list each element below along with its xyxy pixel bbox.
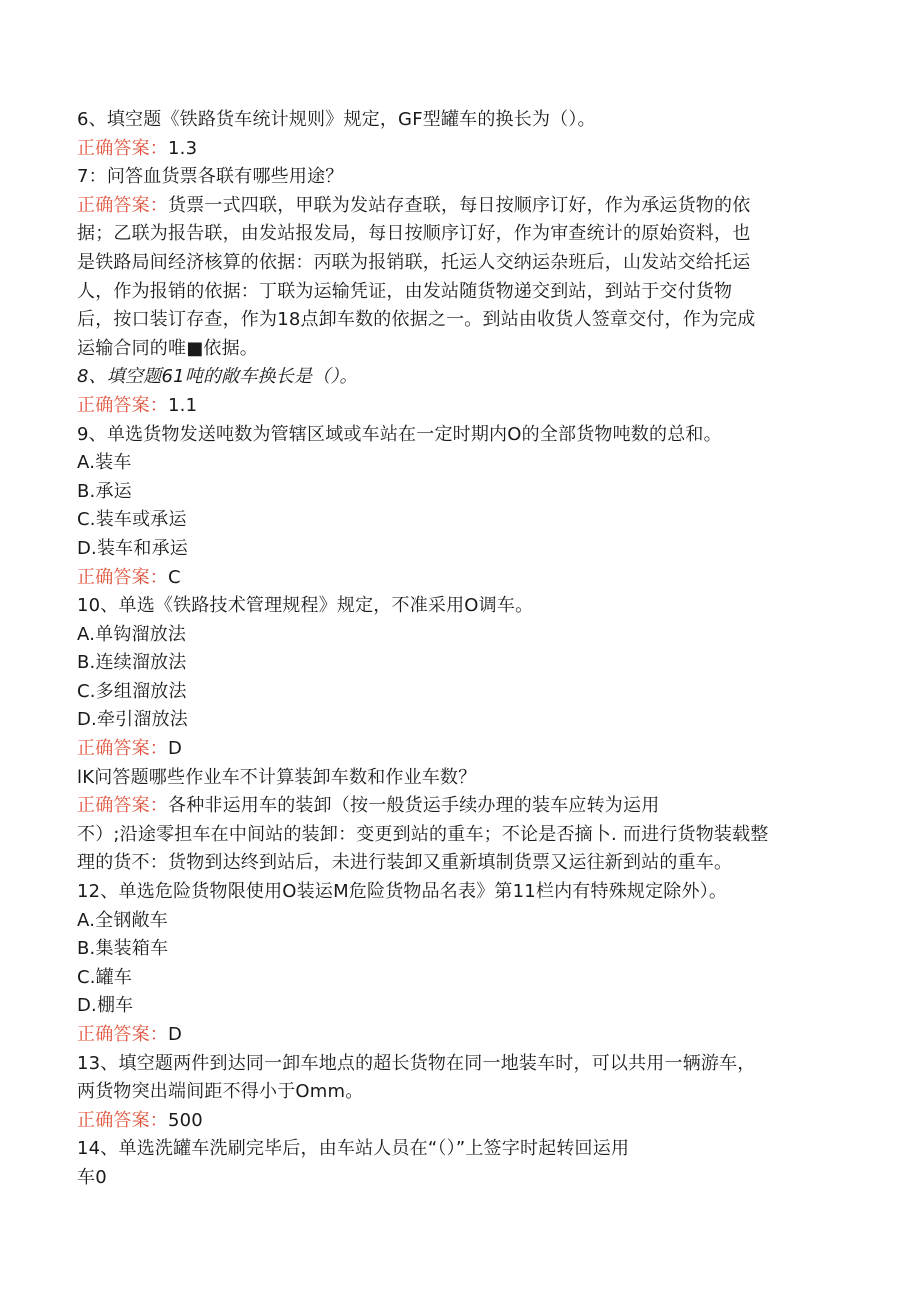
answer-line: 据；乙联为报告联，由发站报发局，每日按顺序订好，作为审查统计的原始资料，也 xyxy=(77,223,751,245)
answer-13 xyxy=(77,1107,847,1136)
question-line: 14、单选洗罐车洗刷完毕后，由车站人员在“（）”上签字时起转回运用 xyxy=(77,1138,630,1160)
answer-value: C xyxy=(168,566,181,588)
document-body xyxy=(77,106,847,1193)
option-c: C.多组溜放法 xyxy=(77,680,187,702)
answer-10 xyxy=(77,735,847,764)
answer-line: 各种非运用车的装卸（按一般货运手续办理的装车应转为运用 xyxy=(168,795,660,817)
option-c: C.罐车 xyxy=(77,966,133,988)
answer-label: 正确答案： xyxy=(77,137,168,159)
question-8: 8、填空题61吨的敞车换长是（）。 xyxy=(77,366,358,388)
option-a: A.全钢敞车 xyxy=(77,909,168,931)
question-11: lK问答题哪些作业车不计算装卸车数和作业车数？ xyxy=(77,766,477,788)
question-10: 10、单选《铁路技术管理规程》规定，不准采用O调车。 xyxy=(77,595,534,617)
answer-6 xyxy=(77,135,847,164)
option-c: C.装车或承运 xyxy=(77,509,187,531)
question-line: 两货物突出端间距不得小于Omm。 xyxy=(77,1081,364,1103)
answer-label: 正确答案： xyxy=(77,566,168,588)
question-13 xyxy=(77,1050,847,1107)
question-line: 车0 xyxy=(77,1166,107,1188)
answer-value: 1.3 xyxy=(168,137,198,159)
option-d: D.棚车 xyxy=(77,995,134,1017)
answer-label: 正确答案： xyxy=(77,194,168,216)
option-a: A.单钩溜放法 xyxy=(77,623,187,645)
answer-value: D xyxy=(168,1024,183,1045)
option-d: D.装车和承运 xyxy=(77,537,188,559)
answer-label: 正确答案： xyxy=(77,1024,168,1045)
answer-11 xyxy=(77,792,847,878)
answer-line: 人，作为报销的依据：丁联为运输凭证，由发站随货物递交到站，到站于交付货物 xyxy=(77,280,733,302)
answer-label: 正确答案： xyxy=(77,738,168,760)
answer-value: D xyxy=(168,738,183,760)
question-6: 6、填空题《铁路货车统计规则》规定，GF型罐车的换长为（）。 xyxy=(77,109,596,130)
option-a: A.装车 xyxy=(77,452,132,474)
answer-line: 后，按口装订存查，作为18点卸车数的依据之一。到站由收货人签章交付，作为完成 xyxy=(77,309,756,331)
question-12: 12、单选危险货物限使用O装运M危险货物品名表》第11栏内有特殊规定除外）。 xyxy=(77,881,728,903)
option-d: D.牵引溜放法 xyxy=(77,709,188,731)
answer-line: 运输合同的唯■依据。 xyxy=(77,337,259,359)
option-b: B.连续溜放法 xyxy=(77,652,187,674)
option-b: B.集装箱车 xyxy=(77,938,169,960)
answer-value: 1.1 xyxy=(168,394,198,416)
answer-value: 500 xyxy=(168,1109,203,1131)
answer-label: 正确答案： xyxy=(77,795,168,817)
answer-12 xyxy=(77,1021,847,1050)
answer-line: 货票一式四联，甲联为发站存查联，每日按顺序订好，作为承运货物的依 xyxy=(168,194,751,216)
answer-line: 理的货不：货物到达终到站后，未进行装卸又重新填制货票又运往新到站的重车。 xyxy=(77,852,733,874)
answer-line: 不）;沿途零担车在中间站的装卸：变更到站的重车；不论是否摘卜. 而进行货物装载整 xyxy=(77,823,769,845)
answer-label: 正确答案： xyxy=(77,394,168,416)
question-line: 13、填空题两件到达同一卸车地点的超长货物在同一地装车时，可以共用一辆游车， xyxy=(77,1052,756,1074)
answer-9 xyxy=(77,564,847,593)
question-9: 9、单选货物发送吨数为管辖区域或车站在一定时期内O的全部货物吨数的总和。 xyxy=(77,423,722,445)
question-14 xyxy=(77,1135,847,1192)
answer-7 xyxy=(77,192,847,364)
answer-label: 正确答案： xyxy=(77,1109,168,1131)
option-b: B.承运 xyxy=(77,480,132,502)
answer-8 xyxy=(77,392,847,421)
answer-line: 是铁路局间经济核算的依据：丙联为报销联，托运人交纳运杂班后，山发站交给托运 xyxy=(77,251,751,273)
question-7: 7：问答血货票各联有哪些用途？ xyxy=(77,166,344,188)
